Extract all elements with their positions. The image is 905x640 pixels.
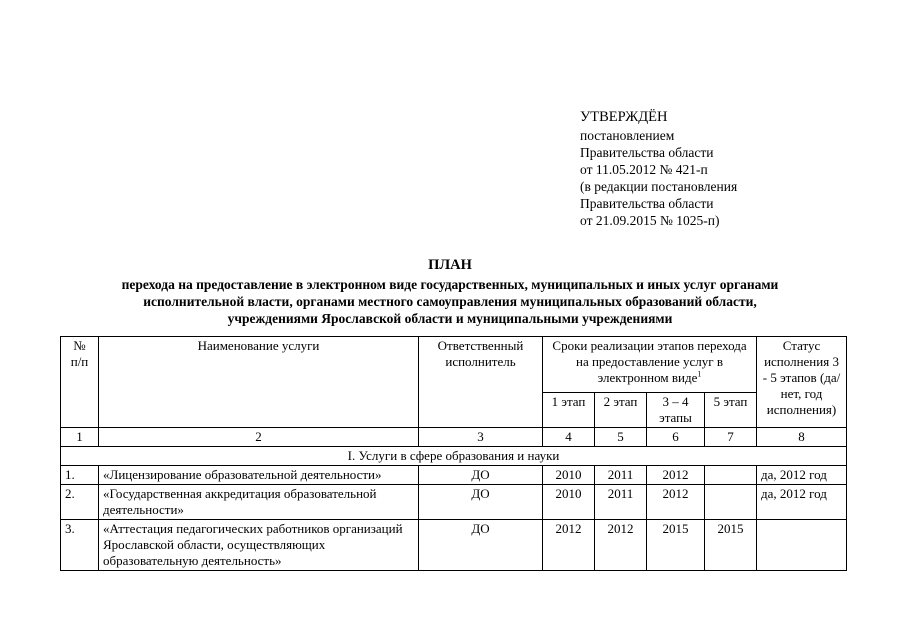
column-number: 8: [757, 428, 847, 447]
approval-line: Правительства области: [580, 145, 714, 160]
plan-table: [60, 336, 847, 571]
row-stage5: 2015: [705, 520, 757, 571]
row-executor: ДО: [419, 520, 543, 571]
row-executor: ДО: [419, 466, 543, 485]
row-stage5: [705, 485, 757, 520]
row-stage1: 2012: [543, 520, 595, 571]
table-row: [61, 520, 847, 571]
row-status: да, 2012 год: [757, 466, 847, 485]
header-stage2: 2 этап: [595, 393, 647, 428]
header-terms-text: Сроки реализации этапов перехода на предоставление услуг в электронном виде: [552, 338, 747, 385]
header-service: Наименование услуги: [99, 337, 419, 428]
column-number: 7: [705, 428, 757, 447]
subtitle-line: учреждениями Ярославской области и муниципальными учреждениями: [227, 311, 673, 326]
section-row: [61, 447, 847, 466]
subtitle-line: исполнительной власти, органами местного самоуправления муниципальных образований области,: [143, 294, 757, 309]
subtitle-line: перехода на предоставление в электронном виде государственных, муниципальных и иных услуг органами: [121, 277, 779, 292]
column-number: 3: [419, 428, 543, 447]
header-executor: Ответственный исполнитель: [419, 337, 543, 428]
row-stage34: 2012: [647, 485, 705, 520]
document-title-block: [60, 256, 840, 327]
row-stage34: 2012: [647, 466, 705, 485]
document-title: ПЛАН: [428, 257, 472, 273]
row-stage2: 2011: [595, 485, 647, 520]
document-subtitle: [60, 276, 840, 327]
approval-line: (в редакции постановления: [580, 179, 738, 194]
header-num: № п/п: [61, 337, 99, 428]
table-row: [61, 466, 847, 485]
row-service: «Государственная аккредитация образовательной деятельности»: [99, 485, 419, 520]
column-number: 1: [61, 428, 99, 447]
approval-line: от 11.05.2012 № 421-п: [580, 162, 708, 177]
column-number: 5: [595, 428, 647, 447]
column-number-row: [61, 428, 847, 447]
row-stage5: [705, 466, 757, 485]
row-stage2: 2011: [595, 466, 647, 485]
row-num: 3.: [61, 520, 99, 571]
footnote-marker: 1: [697, 369, 702, 379]
section-title: I. Услуги в сфере образования и науки: [61, 447, 847, 466]
header-terms: [543, 337, 757, 393]
row-status: [757, 520, 847, 571]
header-stage1: 1 этап: [543, 393, 595, 428]
row-executor: ДО: [419, 485, 543, 520]
header-status: Статус исполнения 3 - 5 этапов (да/нет, год исполнения): [757, 337, 847, 428]
row-status: да, 2012 год: [757, 485, 847, 520]
row-stage1: 2010: [543, 485, 595, 520]
table-row: [61, 485, 847, 520]
table-header-row: [61, 337, 847, 393]
column-number: 2: [99, 428, 419, 447]
row-service: «Аттестация педагогических работников организаций Ярославской области, осуществляющих образовательную деятельность»: [99, 520, 419, 571]
approval-line: Правительства области: [580, 196, 714, 211]
row-stage1: 2010: [543, 466, 595, 485]
column-number: 4: [543, 428, 595, 447]
header-stage34: 3 – 4 этапы: [647, 393, 705, 428]
column-number: 6: [647, 428, 705, 447]
header-stage5: 5 этап: [705, 393, 757, 428]
row-stage2: 2012: [595, 520, 647, 571]
approval-line: постановлением: [580, 128, 675, 143]
approval-stamp: [580, 108, 737, 229]
approval-heading: УТВЕРЖДЁН: [580, 109, 668, 125]
approval-line: от 21.09.2015 № 1025-п): [580, 213, 720, 228]
row-num: 2.: [61, 485, 99, 520]
row-num: 1.: [61, 466, 99, 485]
row-service: «Лицензирование образовательной деятельности»: [99, 466, 419, 485]
row-stage34: 2015: [647, 520, 705, 571]
